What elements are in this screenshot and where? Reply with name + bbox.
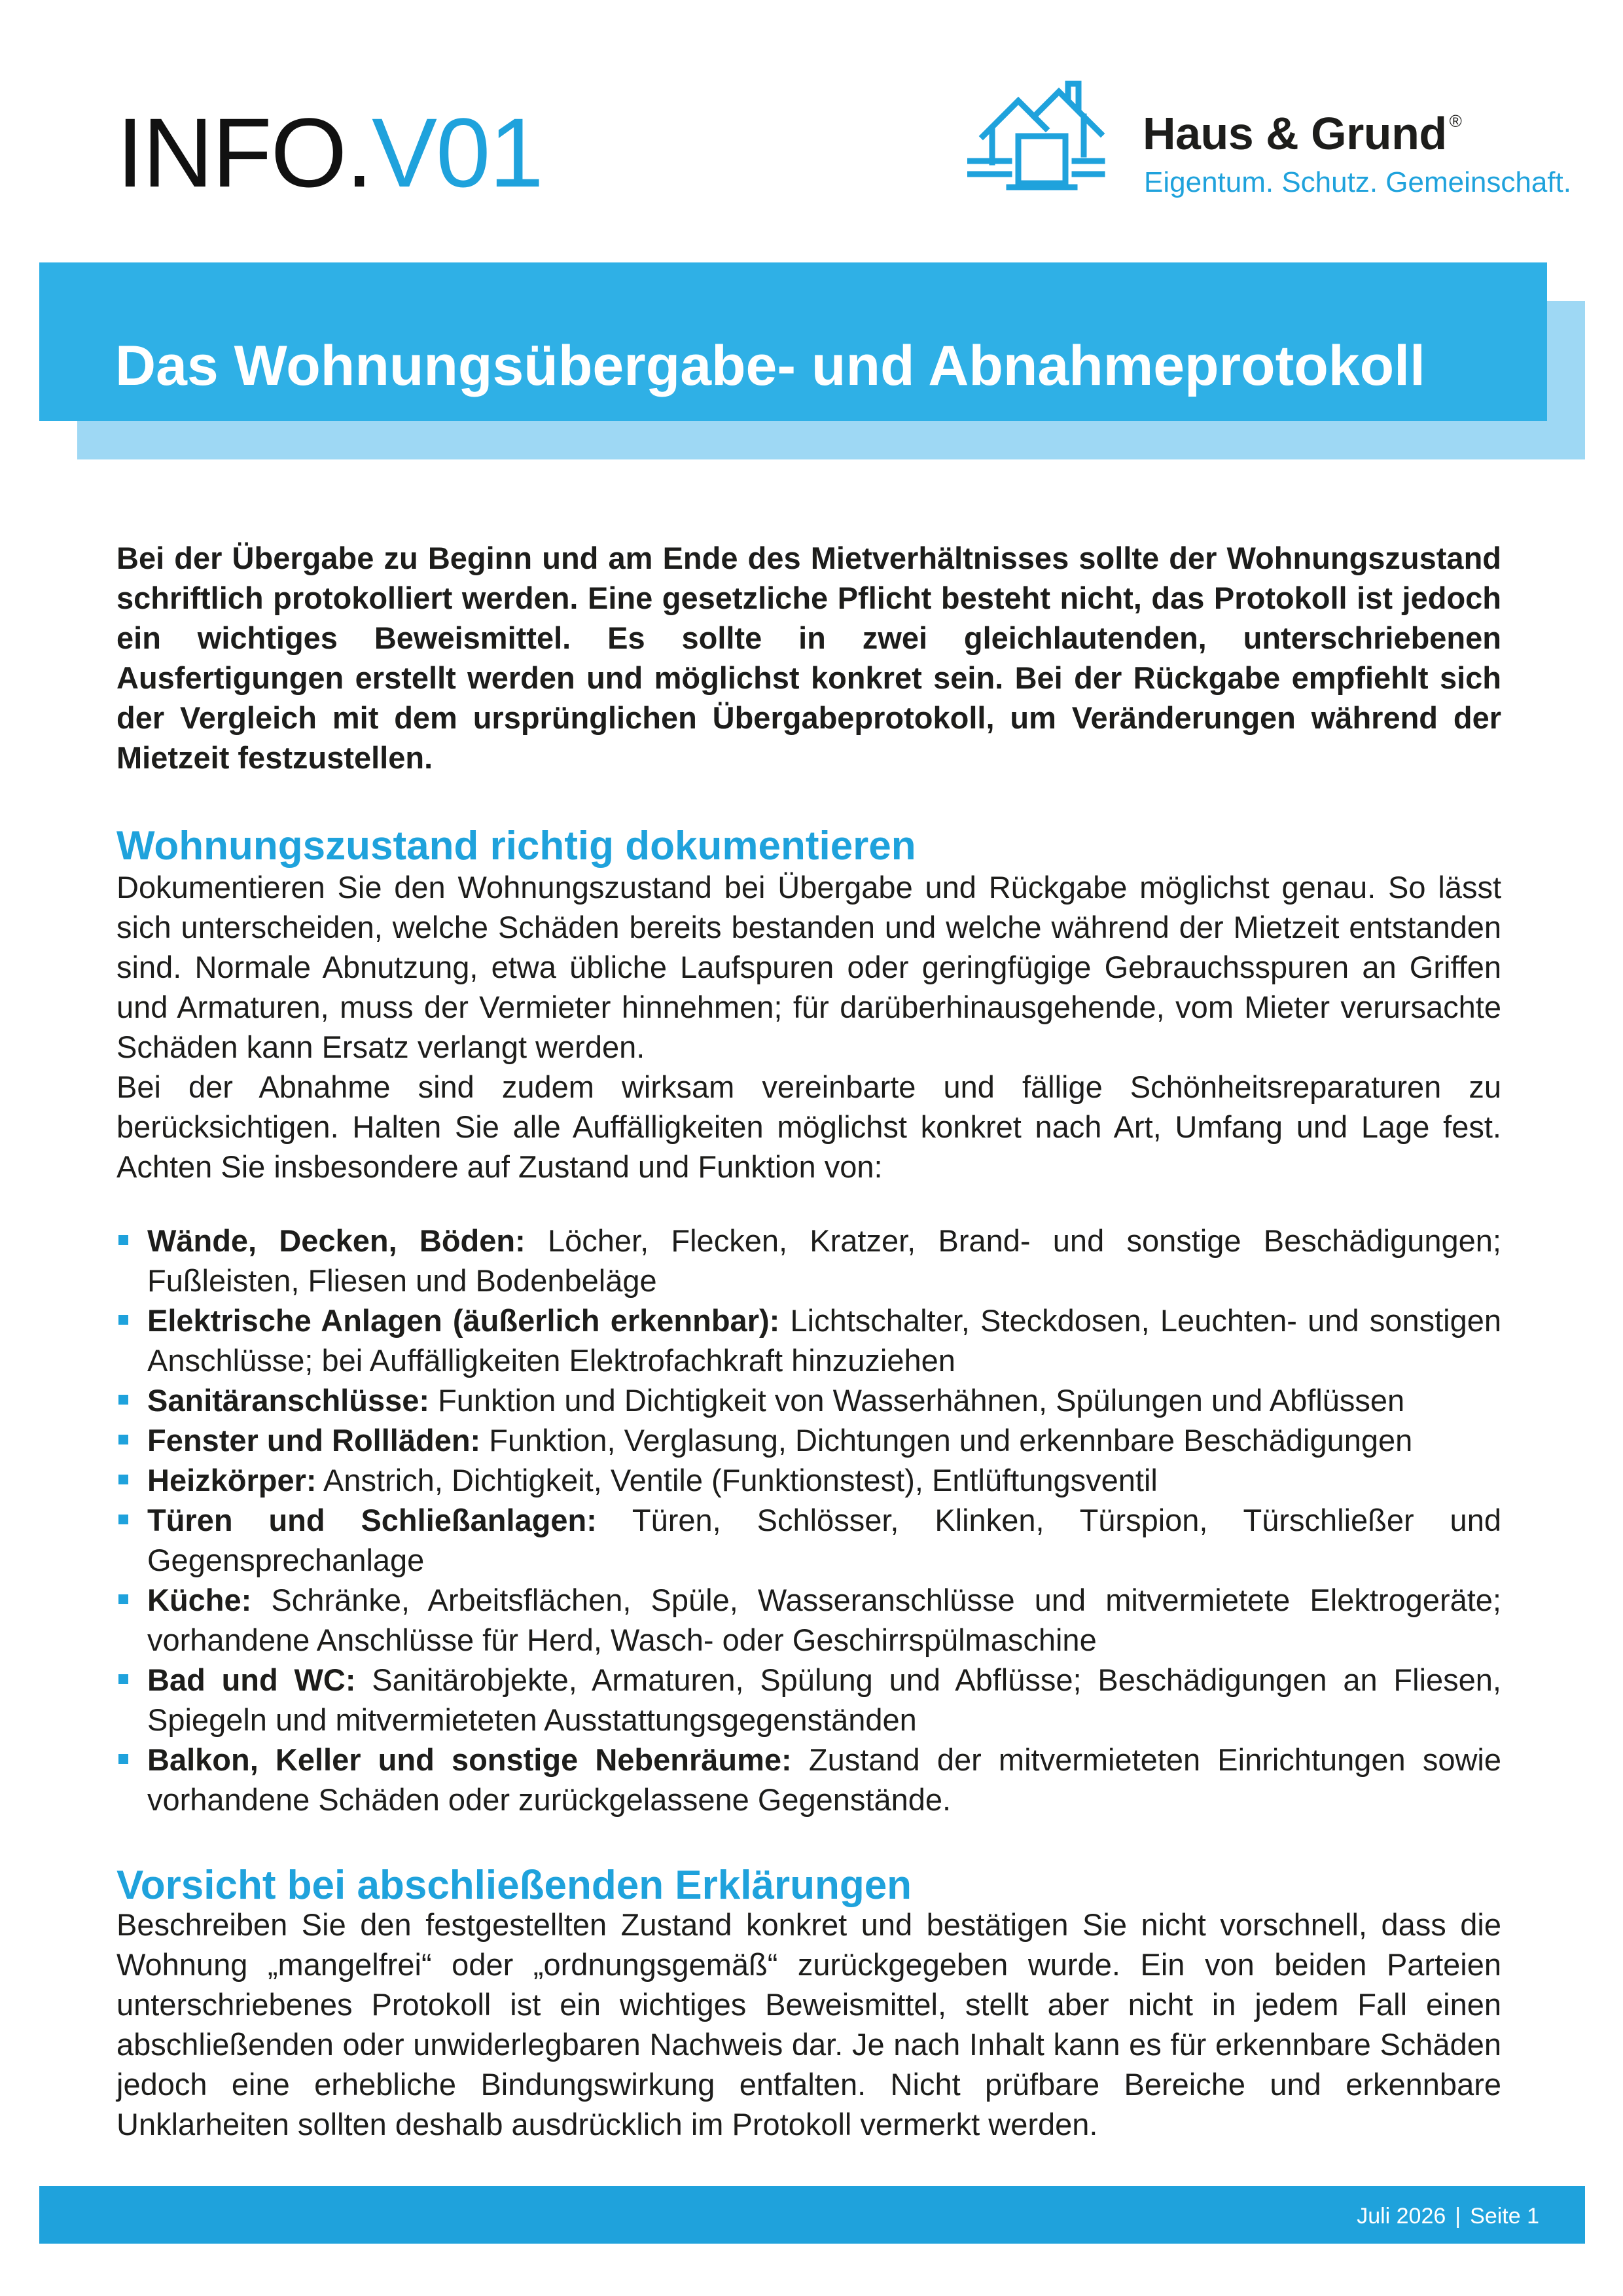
bullet-square-icon: [118, 1235, 128, 1245]
list-item: [116, 1300, 1501, 1380]
brand-logo: [967, 76, 1571, 200]
bullet-square-icon: [118, 1594, 128, 1604]
list-item-text: Anstrich, Dichtigkeit, Ventile (Funktionstest), Entlüftungsventil: [323, 1463, 1158, 1498]
list-item-term: Bad und WC:: [147, 1662, 356, 1697]
brand-tagline: Eigentum. Schutz. Gemeinschaft.: [1144, 166, 1571, 198]
list-item-term: Elektrische Anlagen (äußerlich erkennbar):: [147, 1303, 780, 1338]
list-item-term: Balkon, Keller und sonstige Nebenräume:: [147, 1742, 792, 1777]
list-item-text: Funktion und Dichtigkeit von Wasserhähnen, Spülungen und Abflüssen: [438, 1383, 1405, 1418]
house-icon: [967, 76, 1124, 200]
body-paragraph: Beschreiben Sie den festgestellten Zustand konkret und bestätigen Sie nicht vorschnell, dass die Wohnung „mangelfrei“ oder „ordnungsgemäß“ zurückgegeben wurde. Ein von beiden Parteien unterschriebenes Protokoll ist ein wichtiges Beweismittel, stellt aber nicht in jedem Fall einen abschließenden oder unwiderlegbaren Nachweis dar. Je nach Inhalt kann es für erkennbare Schäden jedoch eine erhebliche Bindungswirkung entfalten. Nicht prüfbare Bereiche und erkennbare Unklarheiten sollten deshalb ausdrücklich im Protokoll vermerkt werden.: [116, 1907, 1501, 2142]
list-item-text: Lichtschalter, Steckdosen, Leuchten- und sonstigen Anschlüsse; bei Auffälligkeiten Elektrofachkraft hinzuziehen: [147, 1303, 1501, 1378]
registered-mark: ®: [1449, 111, 1462, 131]
list-item-text: Löcher, Flecken, Kratzer, Brand- und sonstige Beschädigungen; Fußleisten, Fliesen und Bodenbeläge: [147, 1223, 1501, 1298]
section-body-caution: [116, 1905, 1501, 2144]
footer-date: Juli 2026: [1357, 2204, 1446, 2229]
list-item-term: Küche:: [147, 1583, 252, 1617]
list-item: [116, 1420, 1501, 1460]
brand-name-text: Haus & Grund: [1143, 108, 1447, 159]
list-item: [116, 1221, 1501, 1300]
list-item: [116, 1380, 1501, 1420]
list-item-term: Wände, Decken, Böden:: [147, 1223, 526, 1258]
checklist: [116, 1221, 1501, 1820]
bullet-square-icon: [118, 1674, 128, 1684]
document-code: [116, 98, 543, 207]
document-code-suffix: V01: [371, 98, 543, 207]
bullet-square-icon: [118, 1754, 128, 1764]
footer-bar: [39, 2186, 1585, 2244]
intro-paragraph: Bei der Übergabe zu Beginn und am Ende des Mietverhältnisses sollte der Wohnungszustand schriftlich protokolliert werden. Eine gesetzliche Pflicht besteht nicht, das Protokoll ist jedoch ein wichtiges Beweismittel. Es sollte in zwei gleichlautenden, unterschriebenen Ausfertigungen erstellt werden und möglichst konkret sein. Bei der Rückgabe empfiehlt sich der Vergleich mit dem ursprünglichen Übergabeprotokoll, um Veränderungen während der Mietzeit festzustellen.: [116, 541, 1501, 775]
footer-meta: [1357, 2204, 1539, 2229]
list-item: [116, 1500, 1501, 1580]
body-paragraph: Bei der Abnahme sind zudem wirksam vereinbarte und fällige Schönheitsreparaturen zu berücksichtigen. Halten Sie alle Auffälligkeiten möglichst konkret nach Art, Umfang und Lage fest. Achten Sie insbesondere auf Zustand und Funktion von:: [116, 1069, 1501, 1184]
list-item: [116, 1740, 1501, 1820]
section-heading-caution: Vorsicht bei abschließenden Erklärungen: [116, 1863, 912, 1908]
list-item-text: Zustand der mitvermieteten Einrichtungen sowie vorhandene Schäden oder zurückgelassene Gegenstände.: [147, 1742, 1502, 1817]
list-item-text: Schränke, Arbeitsflächen, Spüle, Wasseranschlüsse und mitvermietete Elektrogeräte; vorhandene Anschlüsse für Herd, Wasch- oder Geschirrspülmaschine: [147, 1583, 1501, 1657]
list-item-text: Sanitärobjekte, Armaturen, Spülung und Abflüsse; Beschädigungen an Fliesen, Spiegeln und mitvermieteten Ausstattungsgegenständen: [147, 1662, 1501, 1737]
list-item-term: Sanitäranschlüsse:: [147, 1383, 430, 1418]
bullet-square-icon: [118, 1435, 128, 1444]
footer-separator: |: [1455, 2204, 1461, 2229]
section-body-documentation: [116, 867, 1501, 1187]
list-item-term: Türen und Schließanlagen:: [147, 1503, 597, 1537]
page-number: Seite 1: [1470, 2204, 1539, 2229]
list-item-term: Fenster und Rollläden:: [147, 1423, 481, 1458]
list-item: [116, 1460, 1501, 1500]
list-item-text: Funktion, Verglasung, Dichtungen und erkennbare Beschädigungen: [489, 1423, 1413, 1458]
bullet-square-icon: [118, 1315, 128, 1325]
list-item: [116, 1580, 1501, 1660]
list-item: [116, 1660, 1501, 1740]
bullet-square-icon: [118, 1395, 128, 1405]
brand-name: [1143, 107, 1461, 160]
list-item-text: Türen, Schlösser, Klinken, Türspion, Türschließer und Gegensprechanlage: [147, 1503, 1501, 1577]
page-title: Das Wohnungsübergabe- und Abnahmeprotokoll: [115, 334, 1425, 397]
bullet-square-icon: [118, 1475, 128, 1484]
document-code-prefix: INFO.: [116, 98, 372, 207]
body-paragraph: Dokumentieren Sie den Wohnungszustand bei Übergabe und Rückgabe möglichst genau. So lässt sich unterscheiden, welche Schäden bereits bestanden und welche während der Mietzeit entstanden sind. Normale Abnutzung, etwa übliche Laufspuren oder geringfügige Gebrauchsspuren an Griffen und Armaturen, muss der Vermieter hinnehmen; für darüberhinausgehende, vom Mieter verursachte Schäden kann Ersatz verlangt werden.: [116, 870, 1501, 1064]
bullet-square-icon: [118, 1515, 128, 1524]
section-heading-documentation: Wohnungszustand richtig dokumentieren: [116, 823, 916, 869]
list-item-term: Heizkörper:: [147, 1463, 317, 1498]
